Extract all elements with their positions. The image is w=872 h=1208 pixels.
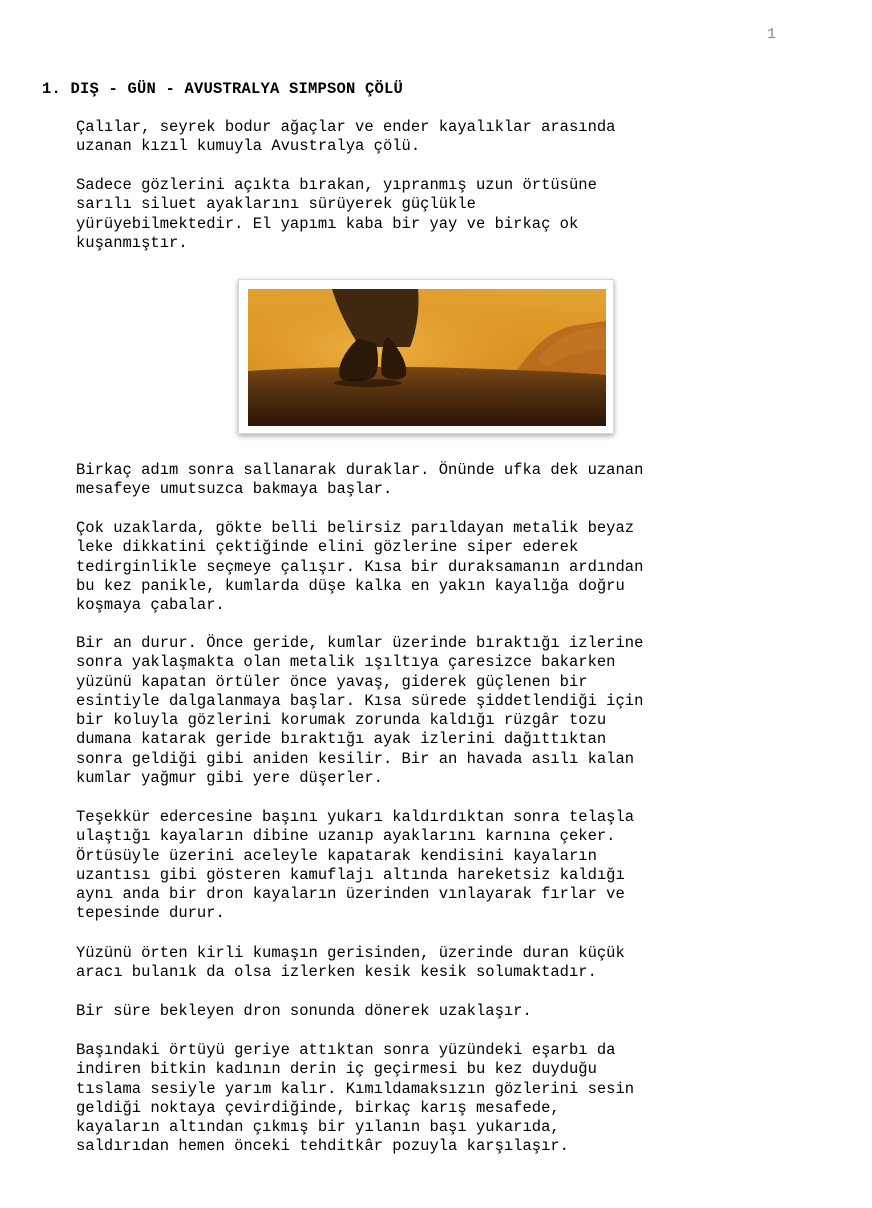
scene-heading: 1. DIŞ - GÜN - AVUSTRALYA SIMPSON ÇÖLÜ <box>42 80 404 98</box>
action-paragraph-1: Çalılar, seyrek bodur ağaçlar ve ender kayalıklar arasında uzanan kızıl kumuyla Avustralya çölü. <box>76 118 616 156</box>
action-paragraph-2: Sadece gözlerini açıkta bırakan, yıpranmış uzun örtüsüne sarılı siluet ayaklarını sürüyerek güçlükle yürüyebilmektedir. El yapımı kaba bir yay ve birkaç ok kuşanmıştır. <box>76 176 597 252</box>
action-paragraph-3: Birkaç adım sonra sallanarak duraklar. Önünde ufka dek uzanan mesafeye umutsuzca bakmaya başlar. <box>76 461 644 499</box>
page-number: 1 <box>767 26 777 43</box>
desert-sunset-feet-icon <box>248 289 606 426</box>
action-paragraph-7: Yüzünü örten kirli kumaşın gerisinden, üzerinde duran küçük aracı bulanık da olsa izlerken kesik kesik solumaktadır. <box>76 944 625 982</box>
action-paragraph-5: Bir an durur. Önce geride, kumlar üzerinde bıraktığı izlerine sonra yaklaşmakta olan metalik ışıltıya çaresizce bakarken yüzünü kapatan örtüler önce yavaş, giderek güçlenen bir esintiyle dalgalanmaya başlar. Kısa sürede şiddetlendiği için bir koluyla gözlerini korumak zorunda kaldığı rüzgâr tozu dumana katarak geride bıraktığı ayak izlerini dağıttıktan sonra geldiği gibi aniden kesilir. Bir an havada asılı kalan kumlar yağmur gibi yere düşerler. <box>76 634 644 788</box>
desert-sunset-photo <box>248 289 606 426</box>
action-paragraph-4: Çok uzaklarda, gökte belli belirsiz parıldayan metalik beyaz leke dikkatini çektiğinde elini gözlerine siper ederek tedirginlikle seçmeye çalışır. Kısa bir duraksamanın ardından bu kez panikle, kumlarda düşe kalka en yakın kayalığa doğru koşmaya çabalar. <box>76 519 644 615</box>
scene-photo-frame <box>238 279 614 434</box>
action-paragraph-8: Bir süre bekleyen dron sonunda dönerek uzaklaşır. <box>76 1002 532 1020</box>
action-paragraph-6: Teşekkür edercesine başını yukarı kaldırdıktan sonra telaşla ulaştığı kayaların dibine uzanıp ayaklarını karnına çeker. Örtüsüyle üzerini aceleyle kapatarak kendisini kayaların uzantısı gibi gösteren kamuflajı altında hareketsiz kaldığı aynı anda bir dron kayaların üzerinden vınlayarak fırlar ve tepesinde durur. <box>76 808 635 923</box>
action-paragraph-9: Başındaki örtüyü geriye attıktan sonra yüzündeki eşarbı da indiren bitkin kadının derin iç geçirmesi bu kez duyduğu tıslama sesiyle yarım kalır. Kımıldamaksızın gözlerini sesin geldiği noktaya çevirdiğinde, birkaç karış mesafede, kayaların altından çıkmış bir yılanın başı yukarıda, saldırıdan hemen önceki tehditkâr pozuyla karşılaşır. <box>76 1041 635 1156</box>
